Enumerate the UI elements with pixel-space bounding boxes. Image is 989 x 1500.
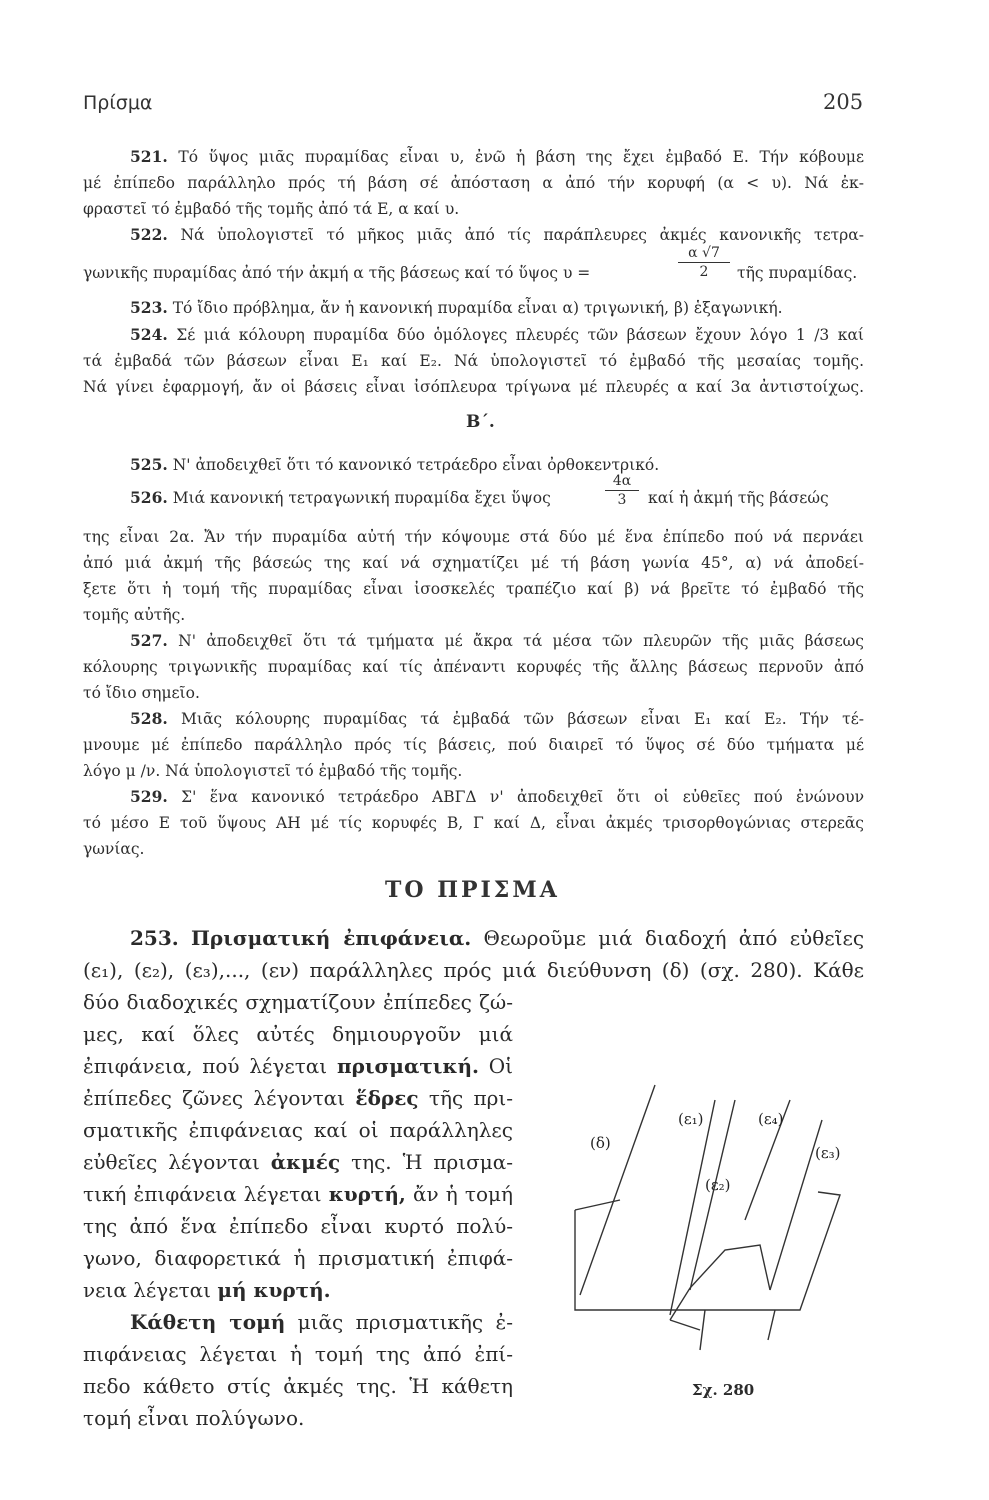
exercise-number: 528. <box>130 709 168 728</box>
plane-outline <box>575 1192 840 1310</box>
exercise-number: 523. <box>130 298 168 317</box>
label-e1: (ε₁) <box>678 1110 704 1128</box>
label-e3: (ε₃) <box>815 1144 841 1162</box>
edge-below-plane <box>700 1310 705 1350</box>
document-page: Πρίσμα 205 521. Τό ὕψος μιᾶς πυραμίδας εἶναι υ, ἐνῶ ἡ βάση της ἔχει ἐμβαδό Ε. Τήν κόβουμε μέ ἐπίπεδο παράλληλο πρός τή βάση σέ ἀπόσταση α ἀπό τήν κορυφή (α < υ). Νά ἐκ- φραστεῖ τό ἐμβαδό τῆς τομῆς ἀπό τά Ε, α καί υ. 522. Νά ὑπολογιστεῖ τό μῆκος μιᾶς ἀπό τίς παράπλευρες ἀκμές κανονικῆς τετρα- γωνικῆς πυραμίδας ἀπό τήν ἀκμή α τῆς βάσεως καί τό ὕψος υ = $\frac{\alpha √7}{2}$ τῆς πυραμίδας. 523. Τό ἴδιο πρόβλημα, ἄν ἡ κανονική πυραμίδα εἶναι α) τριγωνική, β) ἑξαγωνική. 524. Σέ μιά κόλουρη πυραμίδα δύο ὁμόλογες πλευρές τῶν βάσεων ἔχουν λόγο 1 /3 καί τά ἐμβαδά τῶν βάσεων εἶναι Ε₁ καί Ε₂. Νά ὑπολογιστεῖ τό ἐμβαδό τῆς μεσαίας τομῆς. Νά γίνει ἐφαρμογή, ἄν οἱ βάσεις εἶναι ἰσόπλευρα τρίγωνα μέ πλευρές α καί 3α ἀντιστοίχως. Β΄. 525. Ν' ἀποδειχθεῖ ὅτι τό κανονικό τετράεδρο εἶναι ὀρθοκεντρικό. 526. Μιά κανονική τετραγωνική πυραμίδα ἔχει ὕψος $\frac{4\alpha}{3}$ καί ἡ ἀκμή τῆς βάσεώς της εἶναι 2α. Ἄν τήν πυραμίδα αὐτή τήν κόψουμε στά δύο μέ ἕνα ἐπίπεδο πού νά περνάει ἀπό μιά ἀκμή τῆς βάσεώς της καί νά σχηματίζει μέ τή βάση γωνία 45°, α) νά ἀποδεί- ξετε ὅτι ἡ τομή τῆς πυραμίδας εἶναι ἰσοσκελές τραπέζιο καί β) νά βρεῖτε τό ἐμβαδό τῆς τομῆς αὐτῆς. 527. Ν' ἀποδειχθεῖ ὅτι τά τμήματα μέ ἄκρα τά μέσα τῶν πλευρῶν τῆς μιᾶς βάσεως κόλουρης τριγωνικῆς πυραμίδας καί τίς ἀπέναντι κορυφές τῆς ἄλλης βάσεως περνοῦν ἀπό τό ἴδιο σημεῖο. 528. Μιᾶς κόλουρης πυραμίδας τά ἐμβαδά τῶν βάσεων εἶναι Ε₁ καί Ε₂. Τήν τέ- μνουμε μέ ἐπίπεδο παράλληλο πρός τίς βάσεις, πού διαιρεῖ τό ὕψος σέ δύο τμήματα μέ λόγο μ /ν. Νά ὑπολογιστεῖ τό ἐμβαδό τῆς τομῆς. 529. Σ' ἕνα κανονικό τετράεδρο ΑΒΓΔ ν' ἀποδειχθεῖ ὅτι οἱ εὐθεῖες πού ἑνώνουν τό μέσο Ε τοῦ ὕψους ΑΗ μέ τίς κορυφές Β, Γ καί Δ, εἶναι ἀκμές τρισορθογώνιας στερεᾶς γωνίας. ΤΟ ΠΡΙΣΜΑ 253. Πρισματική ἐπιφάνεια. Θεωροῦμε μιά διαδοχή ἀπό εὐθεῖες (ε₁), (ε₂), (ε₃),..., (εν) παράλληλες πρός μιά διεύθυνση (δ) (σχ. 280). Κάθε δύο διαδοχικές σχηματίζουν ἐπίπεδες ζώ- μες, καί ὅλες αὐτές δημιουργοῦν μιά ἐπιφάνεια, πού λέγεται πρισματική. Οἱ ἐπίπεδες ζῶνες λέγονται ἕδρες τῆς πρι- σματικῆς ἐπιφάνειας καί οἱ παράλληλες εὐθεῖες λέγονται ἀκμές της. Ἡ πρισμα- τική ἐπιφάνεια λέγεται κυρτή, ἄν ἡ τομή της ἀπό ἕνα ἐπίπεδο εἶναι κυρτό πολύ- γωνο, διαφορετικά ἡ πρισματική ἐπιφά- νεια λέγεται μή κυρτή. Κάθετη τομή μιᾶς πρισματικῆς ἐ- πιφάνειας λέγεται ἡ τομή της ἀπό ἐπί- πεδο κάθετο στίς ἀκμές της. Ἡ κάθετη τομή εἶναι πολύγωνο. (δ) (ε₁) (ε₄) (ε₃) (ε₂) Σχ. 280 <box>83 90 865 1430</box>
direction-line <box>580 1085 655 1295</box>
exercise-number: 525. <box>130 455 168 474</box>
paragraph-number: 253. <box>130 926 179 950</box>
label-delta: (δ) <box>590 1134 611 1152</box>
exercise-number: 524. <box>130 325 168 344</box>
section-polygon <box>670 1245 770 1320</box>
section-edge <box>670 1320 700 1330</box>
edge-line-e2 <box>690 1100 735 1290</box>
exercise-number: 527. <box>130 631 168 650</box>
figure-caption: Σχ. 280 <box>692 1381 755 1399</box>
label-e2: (ε₂) <box>705 1176 731 1194</box>
edge-line-e1 <box>670 1100 715 1315</box>
fraction-4a-over-3: $\frac{4\alpha}{3}$ <box>605 472 639 509</box>
label-e4: (ε₄) <box>758 1110 784 1128</box>
section-b-heading: Β΄. <box>466 412 495 432</box>
page-number: 205 <box>823 90 864 114</box>
chapter-title: ΤΟ ΠΡΙΣΜΑ <box>385 877 560 903</box>
fraction-a-sqrt7-over-2: $\frac{\alpha √7}{2}$ <box>678 244 730 281</box>
exercise-number: 522. <box>130 225 168 244</box>
prismatic-surface-figure <box>560 1080 860 1370</box>
running-header-title: Πρίσμα <box>83 92 153 114</box>
exercise-number: 521. <box>130 147 168 166</box>
plane-edge <box>575 1200 620 1210</box>
edge-below-plane <box>768 1310 775 1340</box>
exercise-number: 529. <box>130 787 168 806</box>
paragraph-heading: Πρισματική ἐπιφάνεια. <box>191 926 472 950</box>
exercise-number: 526. <box>130 488 168 507</box>
